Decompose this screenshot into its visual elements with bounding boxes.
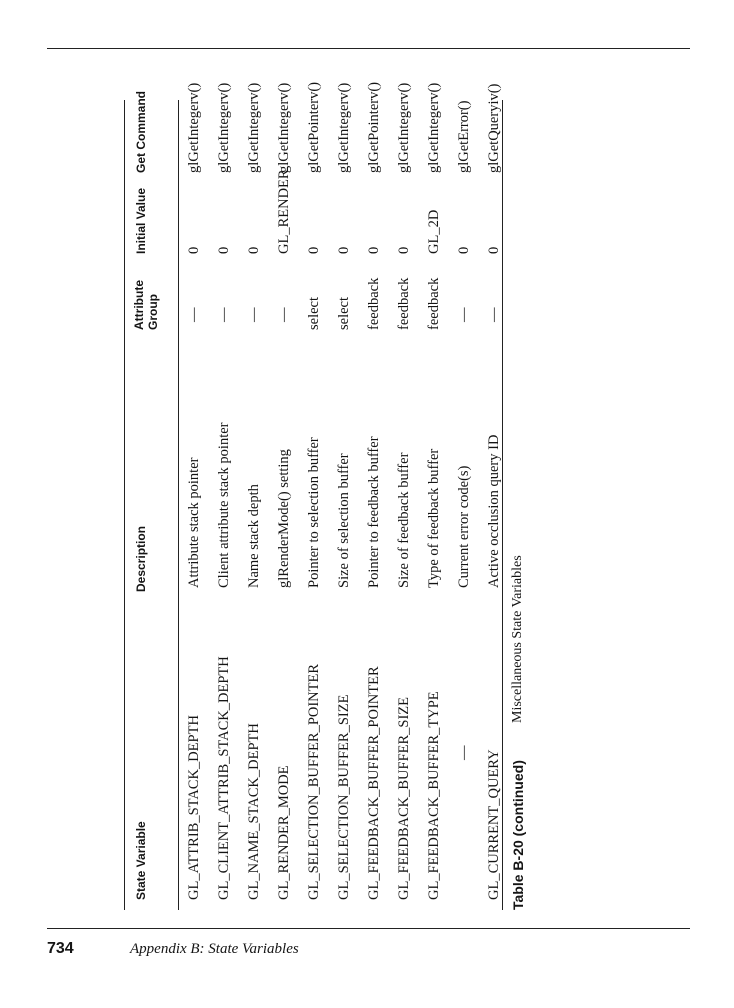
cell-attribute-group: feedback [396,277,412,330]
cell-initial-value: 0 [306,246,322,254]
page-number: 734 [47,940,74,957]
cell-state-variable: GL_SELECTION_BUFFER_POINTER [306,663,322,900]
cell-attribute-group: — [486,307,502,322]
cell-description: Attribute stack pointer [186,457,202,588]
header-state-variable: State Variable [134,821,148,900]
top-rule [47,48,690,49]
cell-initial-value: 0 [246,246,262,254]
table-header-rule [178,100,179,910]
cell-get-command: glGetIntegerv() [276,82,292,173]
cell-initial-value: 0 [486,246,502,254]
header-description: Description [134,525,148,592]
cell-get-command: glGetError() [456,100,472,173]
table-caption-label: Table B-20 (continued) [510,760,526,910]
cell-description: Current error code(s) [456,465,472,588]
table-top-rule [124,100,125,910]
cell-get-command: glGetPointerv() [366,81,382,173]
cell-get-command: glGetIntegerv() [396,82,412,173]
cell-initial-value: 0 [216,246,232,254]
cell-state-variable: GL_SELECTION_BUFFER_SIZE [336,694,352,900]
cell-state-variable: GL_FEEDBACK_BUFFER_TYPE [426,691,442,900]
footer-rule [47,928,690,929]
cell-attribute-group: — [186,307,202,322]
cell-get-command: glGetPointerv() [306,81,322,173]
cell-state-variable: — [456,745,472,760]
cell-description: Size of selection buffer [336,453,352,588]
cell-state-variable: GL_FEEDBACK_BUFFER_POINTER [366,666,382,900]
cell-initial-value: 0 [456,246,472,254]
cell-state-variable: GL_CLIENT_ATTRIB_STACK_DEPTH [216,656,232,900]
cell-state-variable: GL_CURRENT_QUERY [486,749,502,900]
cell-get-command: glGetQueryiv() [486,83,502,173]
cell-description: Client attribute stack pointer [216,422,232,588]
header-attribute-group-line1: Attribute [132,280,146,330]
cell-attribute-group: feedback [426,277,442,330]
cell-attribute-group: feedback [366,277,382,330]
cell-get-command: glGetIntegerv() [246,82,262,173]
header-get-command: Get Command [134,90,148,173]
cell-attribute-group: — [276,307,292,322]
cell-get-command: glGetIntegerv() [336,82,352,173]
cell-description: Type of feedback buffer [426,448,442,588]
cell-initial-value: 0 [336,246,352,254]
cell-state-variable: GL_RENDER_MODE [276,765,292,900]
cell-state-variable: GL_NAME_STACK_DEPTH [246,723,262,900]
cell-initial-value: GL_RENDER [276,169,292,254]
cell-initial-value: GL_2D [426,209,442,254]
cell-description: Size of feedback buffer [396,452,412,588]
cell-get-command: glGetIntegerv() [216,82,232,173]
rotated-table [120,81,526,918]
cell-description: Pointer to selection buffer [306,437,322,588]
cell-description: glRenderMode() setting [276,449,292,588]
cell-description: Active occlusion query ID [486,434,502,588]
cell-description: Name stack depth [246,484,262,588]
cell-initial-value: 0 [396,246,412,254]
running-head: Appendix B: State Variables [130,941,299,957]
cell-get-command: glGetIntegerv() [426,82,442,173]
cell-attribute-group: select [306,296,322,330]
header-initial-value: Initial Value [134,187,148,254]
cell-initial-value: 0 [366,246,382,254]
cell-attribute-group: — [216,307,232,322]
table-bottom-rule [502,100,503,910]
cell-initial-value: 0 [186,246,202,254]
header-attribute-group-line2: Group [146,294,160,330]
cell-state-variable: GL_ATTRIB_STACK_DEPTH [186,715,202,900]
cell-attribute-group: — [456,307,472,322]
cell-get-command: glGetIntegerv() [186,82,202,173]
cell-description: Pointer to feedback buffer [366,436,382,588]
cell-state-variable: GL_FEEDBACK_BUFFER_SIZE [396,696,412,900]
cell-attribute-group: select [336,296,352,330]
cell-attribute-group: — [246,307,262,322]
table-caption-text: Miscellaneous State Variables [510,555,525,723]
